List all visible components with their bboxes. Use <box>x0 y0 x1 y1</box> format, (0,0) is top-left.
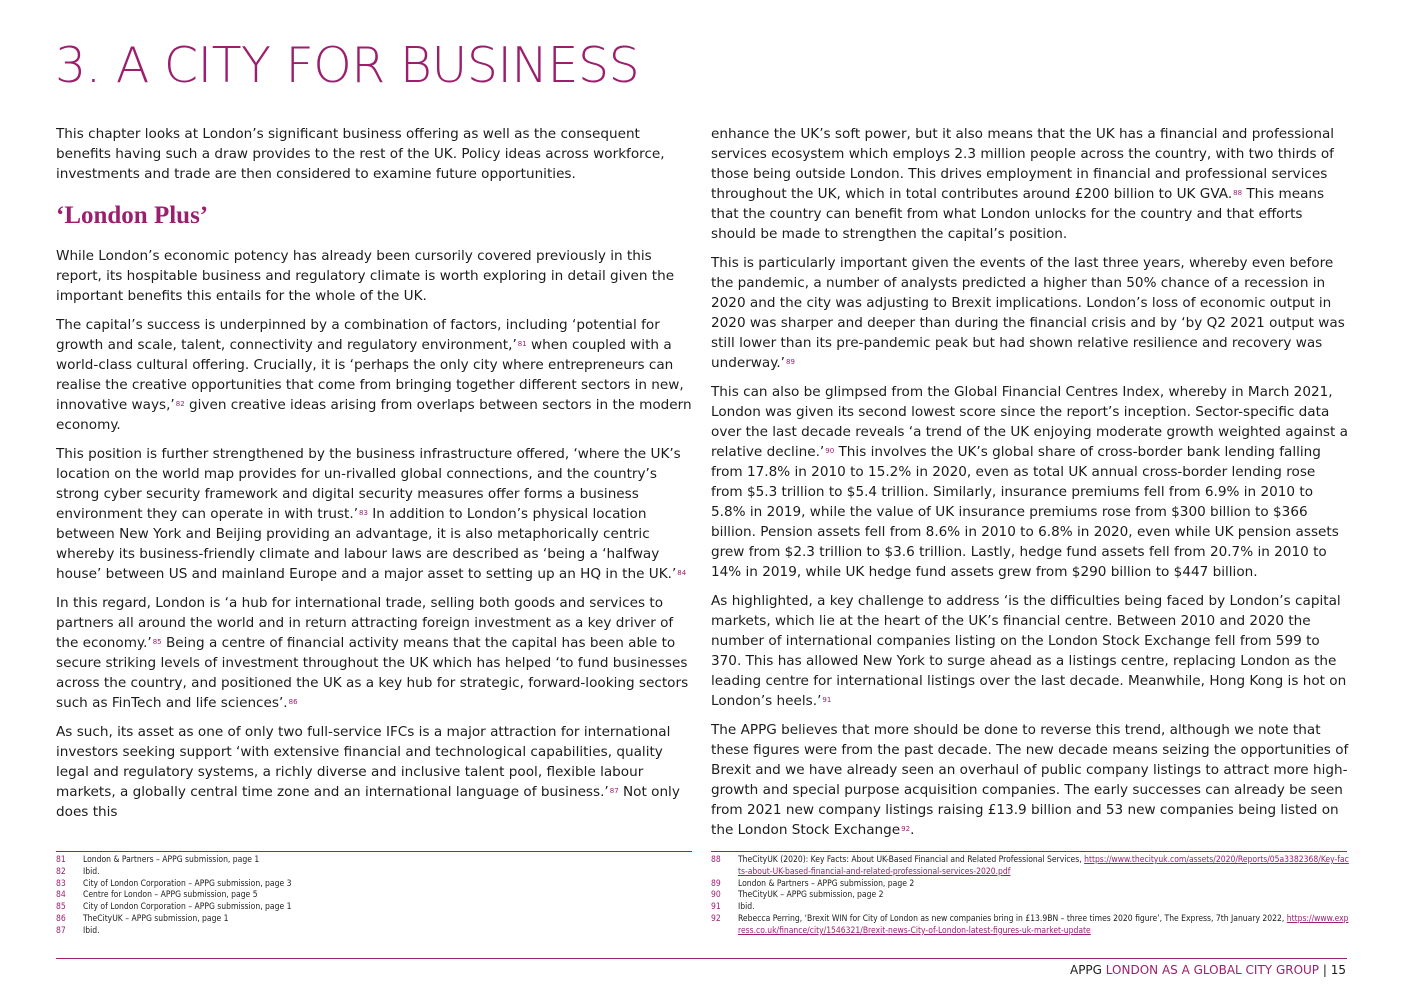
paragraph-text: given creative ideas arising from overlaps between sectors in the modern economy. <box>56 397 692 433</box>
footnote-number: 86 <box>56 913 66 924</box>
paragraph-text: Not only does this <box>56 784 680 820</box>
footnote-number: 91 <box>711 902 721 913</box>
paragraph-text: This position is further strengthened by the business infrastructure offered, ‘where the UK’s location on the world map provides for un-rivalled global connections, and the country’s strong cyber security framework and digital security measures offer forms a business environment they can operate in with trust.’ <box>56 446 681 522</box>
footnote-ref[interactable]: 92 <box>901 825 911 833</box>
footer-prefix: APPG <box>1069 963 1106 977</box>
paragraph <box>56 593 694 713</box>
footnote <box>56 890 692 902</box>
footnote-text: TheCityUK (2020): Key Facts: About UK-Based Financial and Related Professional Services, <box>738 855 1085 865</box>
footnote-ref[interactable]: 88 <box>1233 189 1243 197</box>
footnote <box>711 914 1351 938</box>
paragraph: While London’s economic potency has already been cursorily covered previously in this report, its hospitable business and regulatory climate is worth exploring in detail given the important benefits this entails for the whole of the UK. <box>56 248 675 304</box>
footnote-number: 89 <box>711 878 721 889</box>
footnote-ref[interactable]: 90 <box>825 447 835 455</box>
footnote <box>711 890 1351 902</box>
paragraph <box>56 444 694 584</box>
footnote-number: 84 <box>56 890 66 901</box>
footnote-text: TheCityUK – APPG submission, page 2 <box>738 890 884 901</box>
footnote-ref[interactable]: 87 <box>609 787 619 795</box>
footnote-text: Ibid. <box>83 866 100 877</box>
footnote-ref[interactable]: 84 <box>677 569 687 577</box>
paragraph-text: As such, its asset as one of only two full-service IFCs is a major attraction for international investors seeking support ‘with extensive financial and technological capabilities, quality legal and regulatory systems, a richly diverse and inclusive talent pool, flexible labour markets, a globally central time zone and an international language of business.’ <box>56 724 671 800</box>
paragraph <box>711 382 1349 582</box>
footnote-ref[interactable]: 86 <box>288 698 298 706</box>
footnote-divider <box>711 851 1347 852</box>
paragraph-text: when coupled with a world-class cultural offering. Crucially, it is ‘perhaps the only city where entrepreneurs can realise the creative opportunities that come from bringing together different sectors in new, innovative ways,’ <box>56 337 684 413</box>
footer-group-name: LONDON AS A GLOBAL CITY GROUP <box>1105 963 1320 977</box>
footnote-text: City of London Corporation – APPG submission, page 3 <box>83 878 292 889</box>
paragraph <box>711 591 1349 711</box>
footnote <box>56 926 692 938</box>
footnote <box>56 855 692 867</box>
footnote-ref[interactable]: 89 <box>786 358 795 366</box>
footnote-text: Ibid. <box>738 902 755 913</box>
page-number: 15 <box>1330 963 1346 977</box>
footer-separator: | <box>1319 963 1331 977</box>
footnote-number: 87 <box>56 925 66 936</box>
footnote-body <box>738 914 1351 938</box>
footnote-number: 92 <box>711 913 721 924</box>
footnote-divider <box>56 851 692 852</box>
footnote-text: Rebecca Perring, ‘Brexit WIN for City of London as new companies bring in £13.9BN – three times 2020 figure’, The Express, 7th January 2022, <box>738 913 1287 924</box>
paragraph-text: enhance the UK’s soft power, but it also means that the UK has a financial and professional services ecosystem which employs 2.3 million people across the country, with two thirds of those being outside London. This drives employment in financial and professional services throughout the UK, which in total contributes around £200 billion to UK GVA. <box>711 126 1335 202</box>
footnote-text: Centre for London – APPG submission, page 5 <box>83 890 258 901</box>
footer-divider <box>56 958 1347 959</box>
paragraph <box>56 315 694 435</box>
paragraph <box>56 722 694 822</box>
footnote-text: City of London Corporation – APPG submission, page 1 <box>83 902 292 913</box>
footnote <box>56 902 692 914</box>
footnote <box>56 879 692 891</box>
paragraph <box>711 253 1349 373</box>
footnote-ref[interactable]: 81 <box>517 340 527 348</box>
footnote-text: Ibid. <box>83 925 100 936</box>
page-title: 3. A CITY FOR BUSINESS <box>55 37 640 94</box>
paragraph-text: This can also be glimpsed from the Global Financial Centres Index, whereby in March 2021, London was given its second lowest score since the report’s inception. Sector-specific data over the last decade reveals ‘a trend of the UK enjoying moderate growth weighted against a relative decline.’ <box>711 384 1349 460</box>
footnote <box>56 914 692 926</box>
footnote-ref[interactable]: 91 <box>822 696 832 704</box>
footnote-number: 85 <box>56 902 66 913</box>
footnote-text: TheCityUK – APPG submission, page 1 <box>83 913 229 924</box>
footnotes-right <box>711 855 1351 938</box>
paragraph-text: This is particularly important given the events of the last three years, whereby even before the pandemic, a number of analysts predicted a higher than 50% chance of a recession in 2020 and the city was adjusting to Brexit implications. London’s loss of economic output in 2020 was sharper and deeper than during the financial crisis and by ‘by Q2 2021 output was still lower than its pre-pandemic peak but had shown relative resilience and recovery was underway.’ <box>711 255 1345 371</box>
footnote-number: 88 <box>711 855 721 865</box>
footnote-number: 82 <box>56 866 66 877</box>
paragraph <box>711 124 1349 244</box>
left-column <box>56 124 694 831</box>
footnote-link[interactable]: https://www.thecityuk.com/assets/2020/Reports/05a3382368/Key-facts-about-UK-based-financial-and-related-professional-services-2020.pdf <box>738 855 1349 877</box>
paragraph-text: In addition to London’s physical location between New York and Beijing providing an advantage, it is also metaphorically centric whereby its business-friendly climate and labour laws are described as ‘being a ‘halfway house’ between US and mainland Europe and a major asset to setting up an HQ in the UK.’ <box>56 506 677 582</box>
paragraph-text: Being a centre of financial activity means that the capital has been able to secure striking levels of investment throughout the UK which has helped ‘to fund businesses across the country, and positioned the UK as a key hub for strategic, forward-looking sectors such as FinTech and life sciences’. <box>56 635 689 711</box>
footnotes-left <box>56 855 692 938</box>
footnote-ref[interactable]: 85 <box>152 638 162 646</box>
page-footer <box>1070 962 1346 978</box>
intro-paragraph: This chapter looks at London’s significant business offering as well as the consequent benefits having such a draw provides to the rest of the UK. Policy ideas across workforce, investments and trade are then considered to examine future opportunities. <box>56 126 665 182</box>
footnote-link[interactable]: https://www.express.co.uk/finance/city/1546321/Brexit-news-City-of-London-latest-figures-uk-market-update <box>738 913 1349 936</box>
footnote <box>56 867 692 879</box>
section-heading: ‘London Plus’ <box>56 202 209 229</box>
footnote-number: 83 <box>56 878 66 889</box>
paragraph-text: . <box>910 822 915 838</box>
paragraph-text: This means that the country can benefit from what London unlocks for the country and that efforts should be made to strengthen the capital’s position. <box>711 186 1325 242</box>
footnote <box>711 902 1351 914</box>
footnote-ref[interactable]: 82 <box>175 400 185 408</box>
paragraph-text: As highlighted, a key challenge to address ‘is the difficulties being faced by London’s capital markets, which lie at the heart of the UK’s financial centre. Between 2010 and 2020 the number of international companies listing on the London Stock Exchange fell from 599 to 370. This has allowed New York to surge ahead as a listings centre, replacing London as the leading centre for international listings over the last decade. Meanwhile, Hong Kong is hot on London’s heels.’ <box>711 593 1347 709</box>
footnote-number: 81 <box>56 855 66 865</box>
paragraph-text: In this regard, London is ‘a hub for international trade, selling both goods and services to partners all around the world and in return attracting foreign investment as a key driver of the economy.’ <box>56 595 674 651</box>
footnote <box>711 879 1351 891</box>
paragraph <box>711 720 1349 840</box>
footnote-body <box>738 855 1351 879</box>
right-column <box>711 124 1349 849</box>
paragraph-text: The capital’s success is underpinned by a combination of factors, including ‘potential for growth and scale, talent, connectivity and regulatory environment,’ <box>56 317 660 353</box>
footnote-number: 90 <box>711 890 721 901</box>
paragraph-text: The APPG believes that more should be done to reverse this trend, although we note that these figures were from the past decade. The new decade means seizing the opportunities of Brexit and we have already seen an overhaul of public company listings to attract more high-growth and special purpose acquisition companies. The early successes can already be seen from 2021 new company listings raising £13.9 billion and 53 new companies being listed on the London Stock Exchange <box>711 722 1349 838</box>
footnote <box>711 855 1351 879</box>
footnote-ref[interactable]: 83 <box>359 509 368 517</box>
paragraph-text: This involves the UK’s global share of cross-border bank lending falling from 17.8% in 2010 to 15.2% in 2020, even as total UK annual cross-border lending rose from $5.3 trillion to $5.4 trillion. Similarly, insurance premiums fell from 6.9% in 2010 to 5.8% in 2019, while the value of UK insurance premiums rose from $300 billion to $366 billion. Pension assets fell from 8.6% in 2010 to 6.8% in 2020, even while UK pension assets grew from $2.3 trillion to $3.6 trillion. Lastly, hedge fund assets fell from 20.7% in 2010 to 14% in 2019, while UK hedge fund assets grew from $290 billion to $447 billion. <box>711 444 1339 580</box>
footnote-text: London & Partners – APPG submission, page 2 <box>738 878 915 889</box>
footnote-text: London & Partners – APPG submission, page 1 <box>83 855 260 865</box>
